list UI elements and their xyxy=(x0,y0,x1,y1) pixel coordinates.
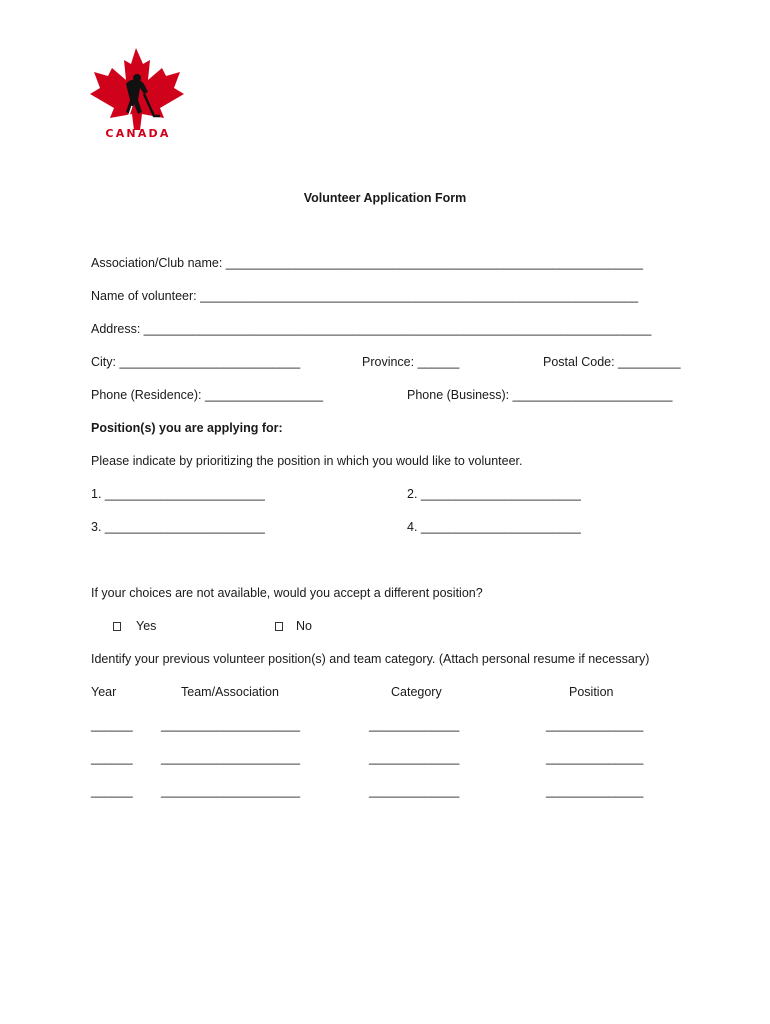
association-field[interactable]: Association/Club name: ____________________________________________________________ xyxy=(91,256,643,270)
position-choice-2[interactable]: 2. _______________________ xyxy=(407,487,581,501)
position-choice-4[interactable]: 4. _______________________ xyxy=(407,520,581,534)
history-row-2-year[interactable]: ______ xyxy=(91,751,133,765)
logo-wordmark: CANADA xyxy=(105,127,171,140)
volunteer-name-field[interactable]: Name of volunteer: _______________________________________________________________ xyxy=(91,289,639,303)
positions-heading: Position(s) you are applying for: xyxy=(91,421,283,435)
column-header-position: Position xyxy=(569,685,614,699)
history-row-3-year[interactable]: ______ xyxy=(91,784,133,798)
history-row-3-team[interactable]: ____________________ xyxy=(161,784,301,798)
position-choice-1[interactable]: 1. _______________________ xyxy=(91,487,265,501)
column-header-team: Team/Association xyxy=(181,685,279,699)
city-field[interactable]: City: __________________________ xyxy=(91,355,301,369)
yes-label: Yes xyxy=(136,619,157,633)
page-title: Volunteer Application Form xyxy=(303,191,467,205)
alternative-question: If your choices are not available, would you accept a different position? xyxy=(91,586,483,600)
yes-checkbox[interactable] xyxy=(113,622,121,631)
position-choice-3[interactable]: 3. _______________________ xyxy=(91,520,265,534)
history-row-1-team[interactable]: ____________________ xyxy=(161,718,301,732)
positions-instruction: Please indicate by prioritizing the position in which you would like to volunteer. xyxy=(91,454,523,468)
address-field[interactable]: Address: _________________________________________________________________________ xyxy=(91,322,652,336)
history-row-2-team[interactable]: ____________________ xyxy=(161,751,301,765)
column-header-category: Category xyxy=(391,685,442,699)
postal-code-field[interactable]: Postal Code: _________ xyxy=(543,355,681,369)
history-row-3-position[interactable]: ______________ xyxy=(546,784,644,798)
history-row-2-category[interactable]: _____________ xyxy=(369,751,460,765)
history-instruction: Identify your previous volunteer position(s) and team category. (Attach personal resume if necessary) xyxy=(91,652,650,666)
history-row-3-category[interactable]: _____________ xyxy=(369,784,460,798)
no-label: No xyxy=(296,619,312,633)
column-header-year: Year xyxy=(91,685,117,699)
history-row-1-year[interactable]: ______ xyxy=(91,718,133,732)
history-row-1-position[interactable]: ______________ xyxy=(546,718,644,732)
history-row-2-position[interactable]: ______________ xyxy=(546,751,644,765)
no-checkbox[interactable] xyxy=(275,622,283,631)
phone-residence-field[interactable]: Phone (Residence): _________________ xyxy=(91,388,324,402)
phone-business-field[interactable]: Phone (Business): _______________________ xyxy=(407,388,673,402)
history-row-1-category[interactable]: _____________ xyxy=(369,718,460,732)
province-field[interactable]: Province: ______ xyxy=(362,355,460,369)
